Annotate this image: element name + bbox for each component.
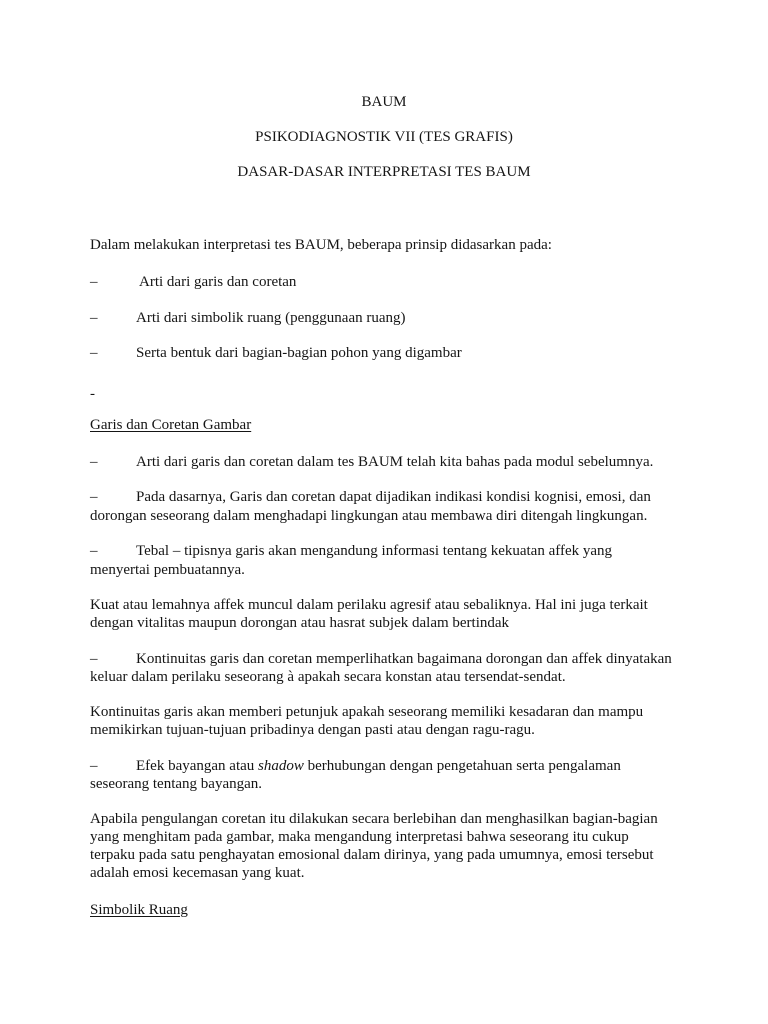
emphasized-term: shadow bbox=[258, 758, 304, 774]
list-item-text: keluar dalam perilaku seseorang à apakah secara konstan atau tersendat-sendat. bbox=[90, 669, 566, 685]
principle-bullet: – bbox=[90, 274, 98, 290]
separator-mark: - bbox=[90, 386, 95, 402]
document-subtitle: PSIKODIAGNOSTIK VII (TES GRAFIS) bbox=[255, 129, 513, 145]
paragraph-text: memikirkan tujuan-tujuan pribadinya dengan pasti atau dengan ragu-ragu. bbox=[90, 722, 535, 738]
intro-paragraph: Dalam melakukan interpretasi tes BAUM, beberapa prinsip didasarkan pada: bbox=[90, 237, 552, 253]
list-bullet: – bbox=[90, 489, 98, 505]
list-bullet: – bbox=[90, 758, 98, 774]
list-item-text: Arti dari garis dan coretan dalam tes BAUM telah kita bahas pada modul sebelumnya. bbox=[136, 454, 654, 470]
document-heading: DASAR-DASAR INTERPRETASI TES BAUM bbox=[237, 164, 531, 180]
list-item-text: menyertai pembuatannya. bbox=[90, 562, 245, 578]
paragraph-text: Kontinuitas garis akan memberi petunjuk apakah seseorang memiliki kesadaran dan mampu bbox=[90, 704, 644, 720]
paragraph-text: dengan vitalitas maupun dorongan atau hasrat subjek dalam bertindak bbox=[90, 615, 510, 631]
text-segment: berhubungan dengan pengetahuan serta pengalaman bbox=[303, 758, 621, 774]
principle-item: Arti dari garis dan coretan bbox=[139, 274, 297, 290]
list-item-text bbox=[136, 757, 621, 775]
list-item-text: Pada dasarnya, Garis dan coretan dapat dijadikan indikasi kondisi kognisi, emosi, dan bbox=[136, 489, 651, 505]
paragraph-text: Apabila pengulangan coretan itu dilakukan secara berlebihan dan menghasilkan bagian-bagian bbox=[90, 811, 658, 827]
paragraph-text: Kuat atau lemahnya affek muncul dalam perilaku agresif atau sebaliknya. Hal ini juga terkait bbox=[90, 597, 648, 613]
paragraph-text: yang menghitam pada gambar, maka mengandung interpretasi bahwa seseorang itu cukup bbox=[90, 829, 629, 845]
principle-item: Serta bentuk dari bagian-bagian pohon yang digambar bbox=[136, 345, 462, 361]
list-item-text: Kontinuitas garis dan coretan memperlihatkan bagaimana dorongan dan affek dinyatakan bbox=[136, 651, 672, 667]
section-heading-simbolik-ruang: Simbolik Ruang bbox=[90, 902, 188, 918]
list-bullet: – bbox=[90, 651, 98, 667]
text-segment: Efek bayangan atau bbox=[136, 758, 259, 774]
list-bullet: – bbox=[90, 454, 98, 470]
list-item-text: Tebal – tipisnya garis akan mengandung informasi tentang kekuatan affek yang bbox=[136, 543, 613, 559]
list-item-text: seseorang tentang bayangan. bbox=[90, 776, 263, 792]
list-bullet: – bbox=[90, 543, 98, 559]
principle-item: Arti dari simbolik ruang (penggunaan ruang) bbox=[136, 310, 406, 326]
principle-bullet: – bbox=[90, 345, 98, 361]
list-item-text: dorongan seseorang dalam menghadapi lingkungan atau membawa diri ditengah lingkungan. bbox=[90, 508, 648, 524]
paragraph-text: adalah emosi kecemasan yang kuat. bbox=[90, 865, 305, 881]
principle-bullet: – bbox=[90, 310, 98, 326]
document-title: BAUM bbox=[361, 94, 407, 110]
section-heading-garis-dan-coretan: Garis dan Coretan Gambar bbox=[90, 417, 252, 433]
paragraph-text: terpaku pada satu penghayatan emosional dalam dirinya, yang pada umumnya, emosi tersebut bbox=[90, 847, 654, 863]
